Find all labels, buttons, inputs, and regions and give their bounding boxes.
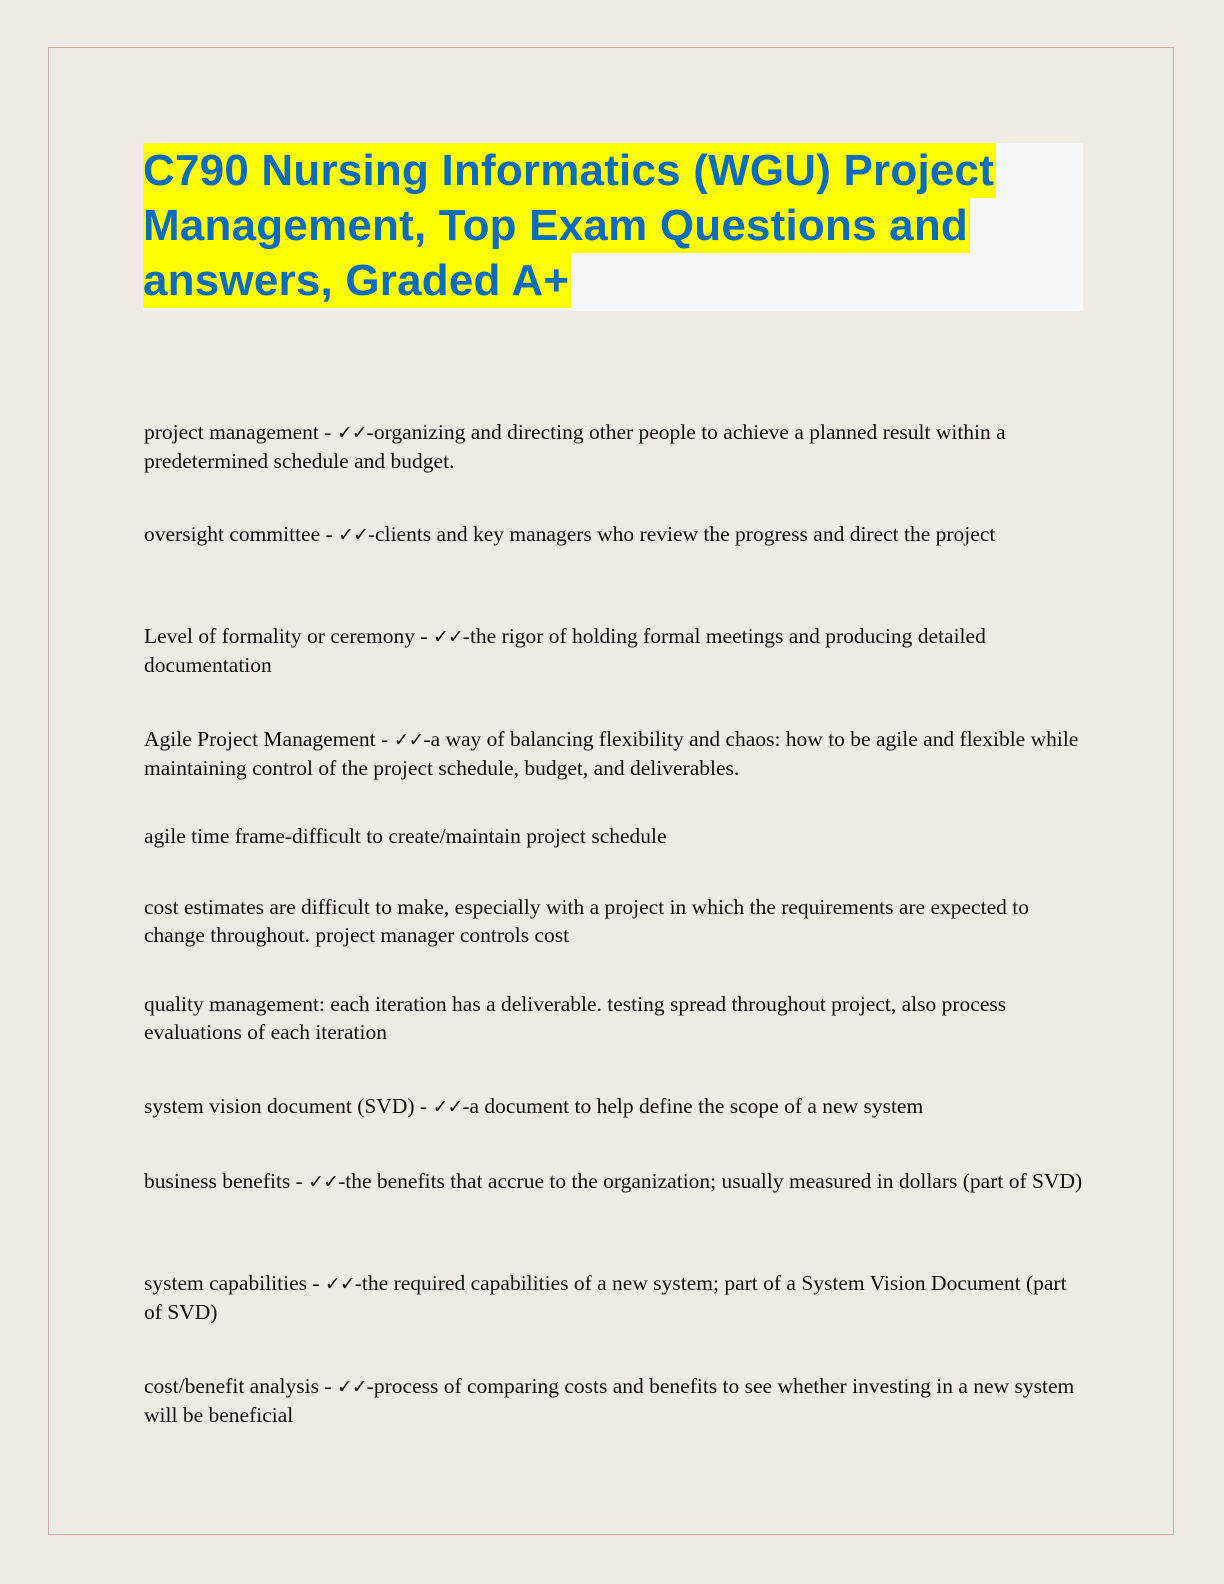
entry-term: project management -: [144, 420, 337, 444]
entry-term: cost/benefit analysis -: [144, 1374, 337, 1398]
double-check-icon: ✓✓: [393, 729, 424, 751]
entry-term: Agile Project Management -: [144, 727, 394, 751]
entry-project-management: [144, 418, 1084, 475]
entry-term: system capabilities -: [144, 1271, 325, 1295]
entry-text: agile time frame-difficult to create/maintain project schedule: [144, 824, 667, 848]
double-check-icon: ✓✓: [432, 1096, 463, 1118]
title-line-2: Management, Top Exam Questions and: [143, 198, 970, 253]
entry-definition: -the required capabilities of a new system; part of a System Vision Document (part of SVD): [144, 1271, 1067, 1324]
entry-definition: -process of comparing costs and benefits to see whether investing in a new system will be beneficial: [144, 1374, 1075, 1427]
entry-agile-time-frame: [144, 822, 1084, 850]
entry-term: business benefits -: [144, 1169, 309, 1193]
entry-system-capabilities: [144, 1269, 1084, 1326]
double-check-icon: ✓✓: [336, 422, 367, 444]
double-check-icon: ✓✓: [432, 626, 463, 648]
entry-text: quality management: each iteration has a deliverable. testing spread throughout project, also process evaluations of each iteration: [144, 992, 1007, 1044]
title-line-3: answers, Graded A+: [143, 253, 571, 308]
entry-text: cost estimates are difficult to make, especially with a project in which the requirements are expected to change throughout. project manager controls cost: [144, 895, 1029, 947]
entry-cost-estimates: [144, 893, 1084, 949]
entry-definition: -a way of balancing flexibility and chaos: how to be agile and flexible while maintaining control of the project schedule, budget, and deliverables.: [144, 727, 1079, 780]
entry-definition: -the rigor of holding formal meetings and producing detailed documentation: [144, 624, 986, 677]
entry-term: Level of formality or ceremony -: [144, 624, 433, 648]
entry-system-vision-document: [144, 1092, 1084, 1121]
entry-cost-benefit-analysis: [144, 1372, 1084, 1429]
entry-oversight-committee: [144, 520, 1084, 549]
entry-definition: -clients and key managers who review the progress and direct the project: [367, 522, 996, 546]
title-line-1: C790 Nursing Informatics (WGU) Project: [143, 143, 996, 198]
entry-term: system vision document (SVD) -: [144, 1094, 433, 1118]
double-check-icon: ✓✓: [308, 1171, 339, 1193]
double-check-icon: ✓✓: [338, 524, 368, 546]
double-check-icon: ✓✓: [324, 1273, 355, 1295]
entry-level-of-formality: [144, 622, 1084, 679]
entry-definition: -organizing and directing other people to achieve a planned result within a predetermined schedule and budget.: [144, 420, 1006, 473]
entry-term: oversight committee -: [144, 522, 339, 546]
entry-definition: -the benefits that accrue to the organization; usually measured in dollars (part of SVD): [338, 1169, 1083, 1193]
entry-quality-management: [144, 990, 1084, 1046]
document-title: [143, 143, 1083, 311]
entry-definition: -a document to help define the scope of a new system: [462, 1094, 924, 1118]
entry-business-benefits: [144, 1167, 1084, 1196]
entry-agile-project-management: [144, 725, 1084, 782]
double-check-icon: ✓✓: [336, 1376, 367, 1398]
